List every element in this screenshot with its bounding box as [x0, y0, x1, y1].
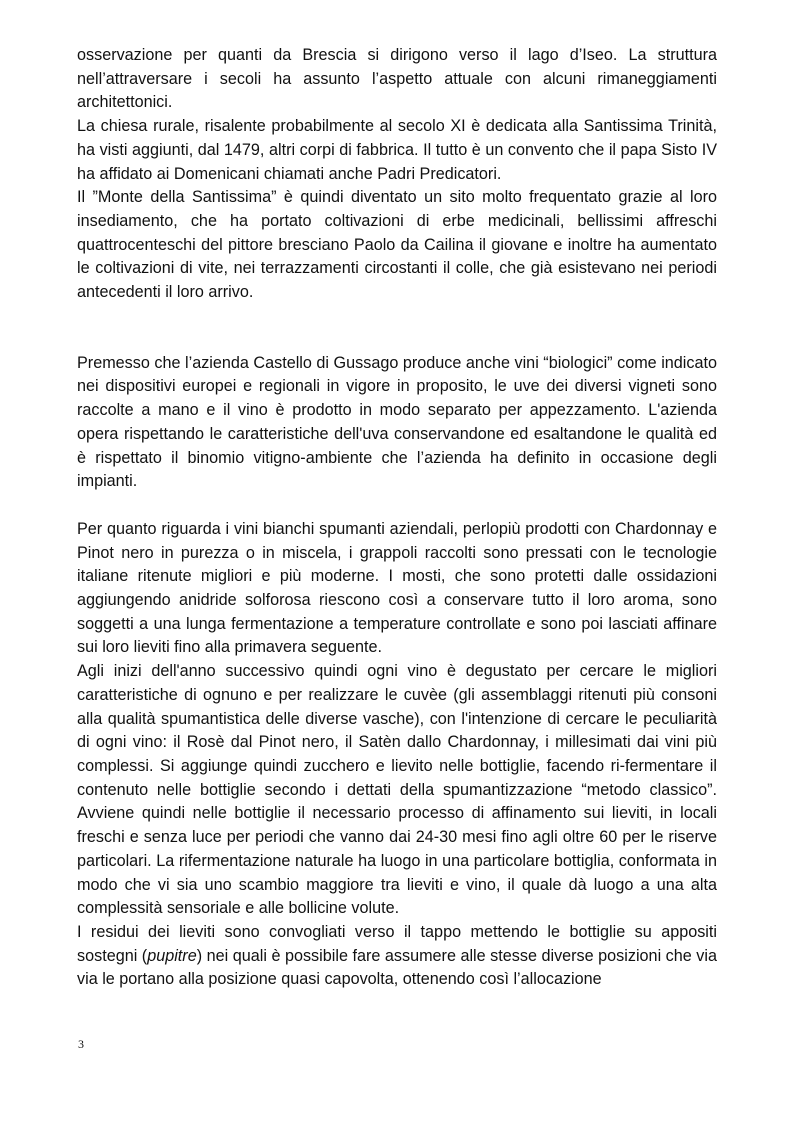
paragraph-sparkling-wines: Per quanto riguarda i vini bianchi spumanti aziendali, perlopiù prodotti con Chardonnay e Pinot nero in purezza o in miscela, i grappoli raccolti sono pressati con le tecnologie italiane ritenute migliori e più moderne. I mosti, che sono protetti dalle ossidazioni aggiungendo anidride solforosa riescono così a conservare tutto il loro aroma, sono soggetti a una lunga fermentazione a temperature controllate e sono poi lasciati affinare sui loro lieviti fino alla primavera seguente.	[77, 519, 717, 657]
document-body	[77, 44, 717, 992]
pupitre-term: pupitre	[147, 946, 197, 965]
paragraph-riddling	[77, 921, 717, 992]
riddling-text-start: I residui dei lieviti sono convogliati verso il tappo mettendo le bottiglie su appositi sostegni (	[77, 922, 717, 965]
page-number: 3	[78, 1037, 84, 1051]
paragraph-castle-structure: osservazione per quanti da Brescia si dirigono verso il lago d’Iseo. La struttura nell’attraversare i secoli ha assunto l’aspetto attuale con alcuni rimaneggiamenti architettonici.	[77, 46, 717, 112]
paragraph-rural-church: La chiesa rurale, risalente probabilmente al secolo XI è dedicata alla Santissima Trinità, ha visti aggiunti, dal 1479, altri corpi di fabbrica. Il tutto è un convento che il papa Sisto IV ha affidato ai Domenicani chiamati anche Padri Predicatori.	[77, 117, 717, 183]
section-spacer	[77, 305, 717, 352]
paragraph-monte-santissima: Il ”Monte della Santissima” è quindi diventato un sito molto frequentato grazie al loro insediamento, che ha portato coltivazioni di erbe medicinali, bellissimi affreschi quattrocenteschi del pittore bresciano Paolo da Cailina il giovane e inoltre ha aumentato le coltivazioni di vite, nei terrazzamenti circostanti il colle, che già esistevano nei periodi antecedenti il loro arrivo.	[77, 188, 717, 302]
paragraph-cuvee: Agli inizi dell'anno successivo quindi ogni vino è degustato per cercare le migliori caratteristiche di ognuno e per realizzare le cuvèe (gli assemblaggi ritenuti più consoni alla qualità spumantistica delle diverse vasche), con l'intenzione di cercare le peculiarità di ogni vino: il Rosè dal Pinot nero, il Satèn dallo Chardonnay, i millesimati dai vini più complessi. Si aggiunge quindi zucchero e lievito nelle bottiglie, facendo ri-fermentare il contenuto nelle bottiglie secondo i dettati della spumantizzazione “metodo classico”. Avviene quindi nelle bottiglie il necessario processo di affinamento sui lieviti, in locali freschi e senza luce per periodi che vanno dai 24-30 mesi fino agli oltre 60 per le riserve particolari. La rifermentazione naturale ha luogo in una particolare bottiglia, conformata in modo che vi sia uno scambio maggiore tra lieviti e vino, il quale dà luogo a una alta complessità sensoriale e alle bollicine volute.	[77, 662, 717, 918]
riddling-text-end: ) nei quali è possibile fare assumere alle stesse diverse posizioni che via via le portano alla posizione quasi capovolta, ottenendo così l’allocazione	[77, 946, 717, 989]
paragraph-spacer	[77, 494, 717, 518]
paragraph-organic-wines: Premesso che l’azienda Castello di Gussago produce anche vini “biologici” come indicato nei dispositivi europei e regionali in vigore in proposito, le uve dei diversi vigneti sono raccolte a mano e il vino è prodotto in modo separato per appezzamento. L'azienda opera rispettando le caratteristiche dell'uva conservandone ed esaltandone le qualità ed è rispettato il binomio vitigno-ambiente che l’azienda ha definito in occasione degli impianti.	[77, 353, 717, 491]
